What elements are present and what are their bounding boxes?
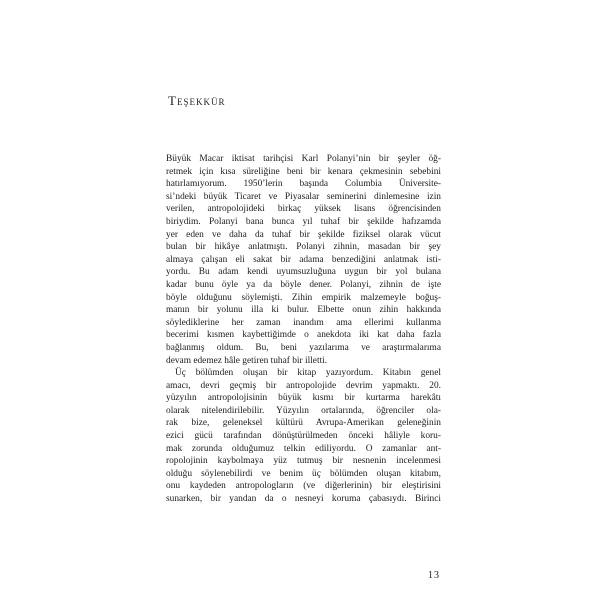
text-line: manın bir yolunu illa ki bulur. Elbette onun zihin hakkında [166, 305, 441, 316]
text-line: verilen, antropolojideki birkaç yüksek lisans öğrencisinden [166, 204, 441, 215]
text-line: devam edemez hâle getiren tuhaf bir illetti. [166, 355, 328, 366]
text-line: yüzyılın antropolojisinin büyük kısmı bir kurtarma harekâtı [166, 393, 441, 404]
text-line: bulan bir hikâye anlatmıştı. Polanyi zihnin, masadan bir şey [166, 242, 441, 253]
text-line: böyle olduğunu söylemişti. Zihin empirik malzemeyle boğuş- [166, 292, 441, 303]
text-line: amacı, devri geçmiş bir antropolojide devrim yapmaktı. 20. [166, 380, 441, 391]
chapter-heading: Teşekkür [168, 93, 226, 108]
text-line: bağlanmış oldum. Bu, beni yazılarıma ve araştırmalarıma [166, 342, 441, 353]
text-line: almaya çalışan eli sakat bir adama benzediğini anlatmak isti- [166, 254, 441, 265]
text-line: retmek için kısa süreliğine beni bir kenara çekmesinin sebebini [166, 166, 441, 177]
page-number: 13 [428, 570, 440, 581]
text-line: Büyük Macar iktisat tarihçisi Karl Polanyi’nin bir şeyler öğ- [166, 154, 441, 164]
text-line: ezici gücü tarafından dönüştürülmeden önceki hâliyle koru- [166, 431, 441, 442]
text-line: sunarken, bir yandan da o nesneyi koruma çabasıydı. Birinci [166, 494, 441, 505]
text-line: olduğu söylenebilirdi ve benim üç bölümden oluşan kitabım, [166, 468, 441, 479]
text-line: onu kaydeden antropologların (ve diğerlerinin) bir eleştirisini [166, 481, 441, 492]
text-line: kadar bunu öyle ya da böyle dener. Polanyi, zihnin de işte [166, 279, 441, 290]
text-line: ropolojinin kaybolmaya yüz tutmuş bir nesnenin incelenmesi [166, 456, 441, 467]
text-line: si’ndeki büyük Ticaret ve Piyasalar seminerini dinlemesine izin [166, 191, 441, 202]
text-line: biriydim. Polanyi bana bunca yıl tuhaf bir şekilde hafızamda [166, 216, 441, 227]
text-line: mak zorunda olduğumuz telkin ediliyordu. O zamanlar ant- [166, 443, 441, 454]
text-line: yer eden ve daha da tuhaf bir şekilde fiziksel olarak vücut [166, 229, 441, 240]
text-line: olarak nitelendirilebilir. Yüzyılın ortalarında, öğrenciler ola- [166, 405, 441, 416]
text-line: Üç bölümden oluşan bir kitap yazıyordum. Kitabın genel [175, 368, 441, 379]
text-line: hatırlamıyorum. 1950’lerin başında Columbia Üniversite- [166, 179, 441, 190]
body-text [166, 153, 441, 506]
text-line: yordu. Bu adam kendi uyumsuzluğuna uygun bir yol bulana [166, 267, 441, 278]
text-line: rak bize, geleneksel kültürü Avrupa-Amerikan geleneğinin [166, 418, 441, 429]
text-line: becerimi kısmen kaybettiğimde o anekdota iki kat daha fazla [166, 330, 441, 341]
text-line: söylediklerine her zaman inandım ama ellerimi kullanma [166, 317, 441, 328]
